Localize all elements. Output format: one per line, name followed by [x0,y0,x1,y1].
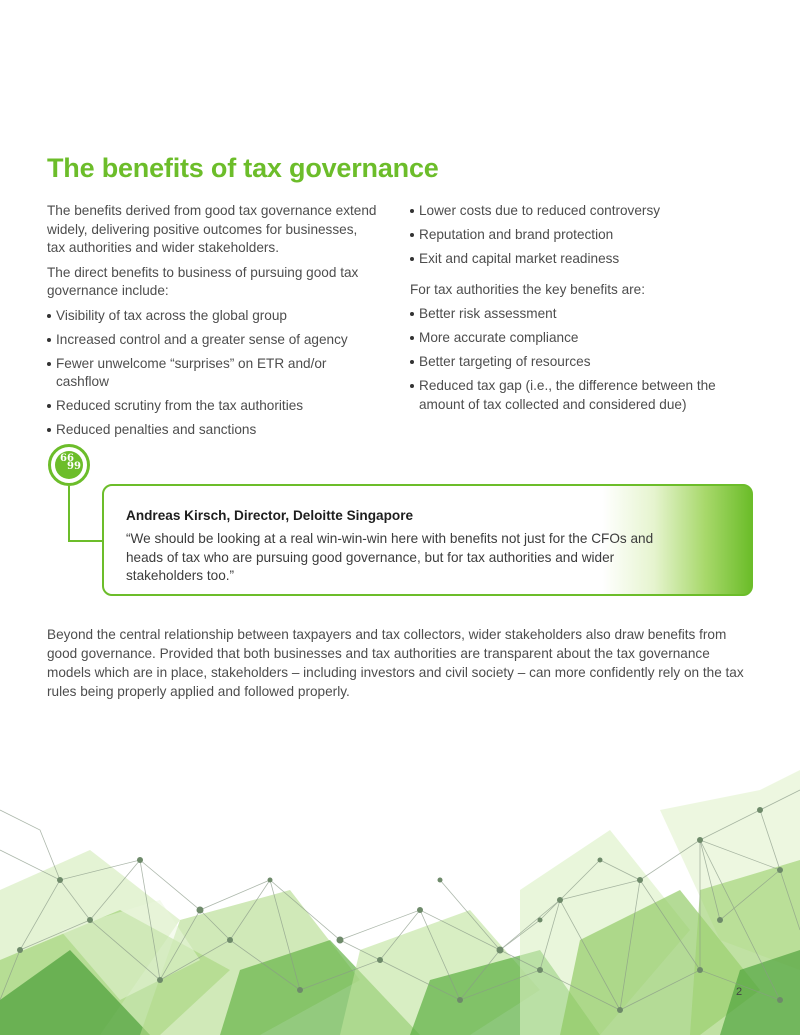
list-item: Reduced penalties and sanctions [47,421,377,440]
quote-text: “We should be looking at a real win-win-win here with benefits not just for the CFOs and heads of tax who are pursuing good governance, but for tax authorities and wider stakeholders too.” [126,531,654,583]
list-item: Reduced tax gap (i.e., the difference between the amount of tax collected and considered due) [410,377,760,414]
list-item: Lower costs due to reduced controversy [410,202,760,221]
left-column [47,202,377,445]
list-item: Visibility of tax across the global group [47,307,377,326]
business-benefits-intro: The direct benefits to business of pursuing good tax governance include: [47,264,359,298]
list-item: Increased control and a greater sense of agency [47,331,377,350]
quote-close-mark: 99 [67,461,81,472]
list-item: Reputation and brand protection [410,226,760,245]
page-title: The benefits of tax governance [47,153,439,183]
quote-author: Andreas Kirsch, Director, Deloitte Singapore [126,508,414,523]
list-item: Better targeting of resources [410,353,760,372]
page-number: 2 [736,986,743,998]
tax-authority-benefits-intro: For tax authorities the key benefits are: [410,281,645,297]
closing-paragraph: Beyond the central relationship between taxpayers and tax collectors, wider stakeholders also draw benefits from good governance. Provided that both businesses and tax authorities are transparent about the tax governance models which are in place, stakeholders – including investors and civil society – can more confidently rely on the tax rules being properly applied and followed properly. [47,627,744,699]
business-benefits-list [47,307,377,440]
quote-mark-icon [48,444,90,486]
quote-mark-badge [55,451,83,479]
quote-connector-line [68,486,70,542]
quote-open-mark: 66 [60,453,74,464]
green-network-decoration-icon [0,770,800,1035]
list-item: Reduced scrutiny from the tax authorities [47,397,377,416]
intro-paragraph: The benefits derived from good tax governance extend widely, delivering positive outcomes for businesses, tax authorities and wider stakeholders. [47,203,377,255]
list-item: Fewer unwelcome “surprises” on ETR and/or cashflow [47,355,377,392]
list-item: Better risk assessment [410,305,760,324]
list-item: Exit and capital market readiness [410,250,760,269]
quote-connector-line [68,540,104,542]
business-benefits-list-continued [410,202,760,269]
tax-authority-benefits-list [410,305,760,414]
right-column [410,202,760,420]
list-item: More accurate compliance [410,329,760,348]
